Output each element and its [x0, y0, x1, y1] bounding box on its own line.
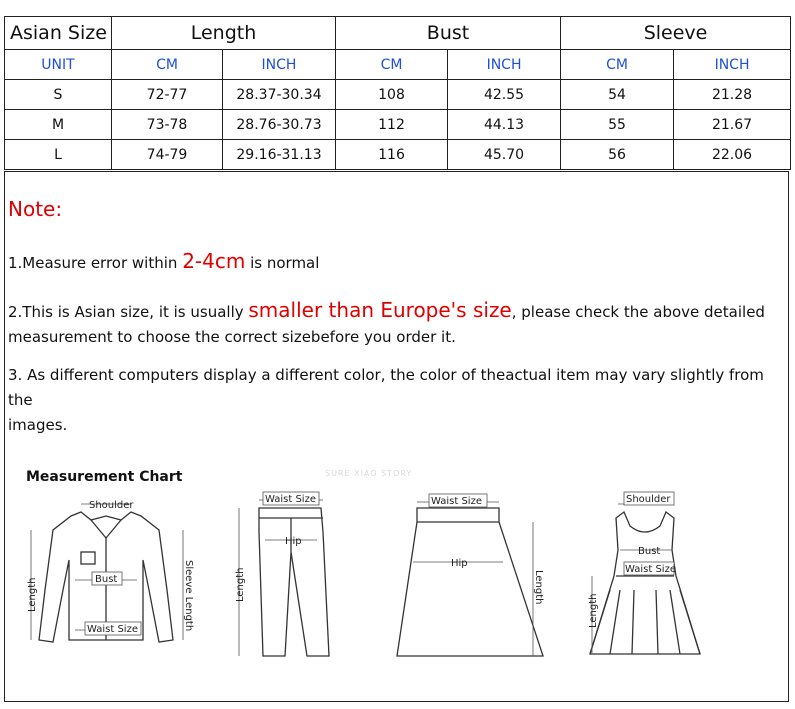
note-text: is normal — [245, 254, 320, 272]
table-unit-row — [5, 50, 791, 80]
table-cell: 112 — [336, 110, 448, 140]
table-row — [5, 80, 791, 110]
table-row — [5, 140, 791, 170]
table-cell: 42.55 — [448, 80, 561, 110]
header-sleeve: Sleeve — [561, 17, 791, 50]
notes-box — [4, 171, 789, 702]
unit-cell: CM — [112, 50, 223, 80]
table-cell: 73-78 — [112, 110, 223, 140]
measurement-chart-title: Measurement Chart — [26, 469, 183, 485]
note-text: 1.Measure error within — [8, 254, 183, 272]
header-bust: Bust — [336, 17, 561, 50]
table-cell: 56 — [561, 140, 674, 170]
dress-waist-label: Waist Size — [625, 564, 676, 575]
skirt-length-label: Length — [533, 570, 544, 605]
note-line-1 — [8, 249, 768, 276]
table-cell: 21.28 — [674, 80, 791, 110]
shirt-shoulder-label: Shoulder — [89, 500, 134, 511]
table-cell: 116 — [336, 140, 448, 170]
dress-length-label: Length — [588, 593, 599, 628]
unit-cell: INCH — [674, 50, 791, 80]
table-cell: M — [5, 110, 112, 140]
note-title: Note: — [8, 197, 63, 221]
skirt-hip-label: Hip — [451, 558, 468, 569]
size-table — [4, 16, 791, 170]
header-length: Length — [112, 17, 336, 50]
table-cell: 55 — [561, 110, 674, 140]
shirt-bust-label: Bust — [95, 574, 118, 585]
skirt-waist-label: Waist Size — [431, 496, 482, 507]
note-text: measurement to choose the correct sizebefore you order it. — [8, 328, 456, 346]
watermark: SURE XIAO STORY — [325, 469, 413, 478]
table-cell: 21.67 — [674, 110, 791, 140]
dress-diagram — [580, 490, 710, 662]
shirt-diagram — [23, 490, 203, 660]
table-cell: 74-79 — [112, 140, 223, 170]
note-highlight: smaller than Europe's size — [248, 298, 512, 322]
pants-waist-label: Waist Size — [265, 494, 316, 505]
table-cell: 54 — [561, 80, 674, 110]
note-text: 2.This is Asian size, it is usually — [8, 303, 249, 321]
table-cell: 29.16-31.13 — [223, 140, 336, 170]
table-cell: S — [5, 80, 112, 110]
pants-hip-label: Hip — [285, 536, 302, 547]
unit-cell: INCH — [223, 50, 336, 80]
table-header-row — [5, 17, 791, 50]
table-cell: 44.13 — [448, 110, 561, 140]
shirt-length-label: Length — [27, 577, 38, 612]
table-cell: L — [5, 140, 112, 170]
table-cell: 45.70 — [448, 140, 561, 170]
pants-diagram — [225, 492, 335, 660]
dress-shoulder-label: Shoulder — [626, 494, 671, 505]
note-text: , please check the above detailed — [511, 303, 765, 321]
table-cell: 28.37-30.34 — [223, 80, 336, 110]
shirt-sleeve-label: Sleeve Length — [183, 560, 194, 632]
unit-cell: UNIT — [5, 50, 112, 80]
table-row — [5, 110, 791, 140]
unit-cell: CM — [561, 50, 674, 80]
skirt-diagram — [393, 492, 553, 660]
shirt-waist-label: Waist Size — [87, 624, 138, 635]
table-cell: 108 — [336, 80, 448, 110]
unit-cell: CM — [336, 50, 448, 80]
table-cell: 72-77 — [112, 80, 223, 110]
note-highlight: 2-4cm — [182, 249, 246, 273]
pants-length-label: Length — [235, 567, 246, 602]
unit-cell: INCH — [448, 50, 561, 80]
note-text: images. — [8, 416, 68, 434]
note-text: 3. As different computers display a different color, the color of theactual item may vary slightly from the — [8, 366, 764, 409]
note-line-2 — [8, 298, 768, 350]
header-asian-size: Asian Size — [5, 17, 112, 50]
table-cell: 22.06 — [674, 140, 791, 170]
dress-bust-label: Bust — [638, 546, 661, 557]
table-cell: 28.76-30.73 — [223, 110, 336, 140]
note-line-3 — [8, 363, 768, 438]
